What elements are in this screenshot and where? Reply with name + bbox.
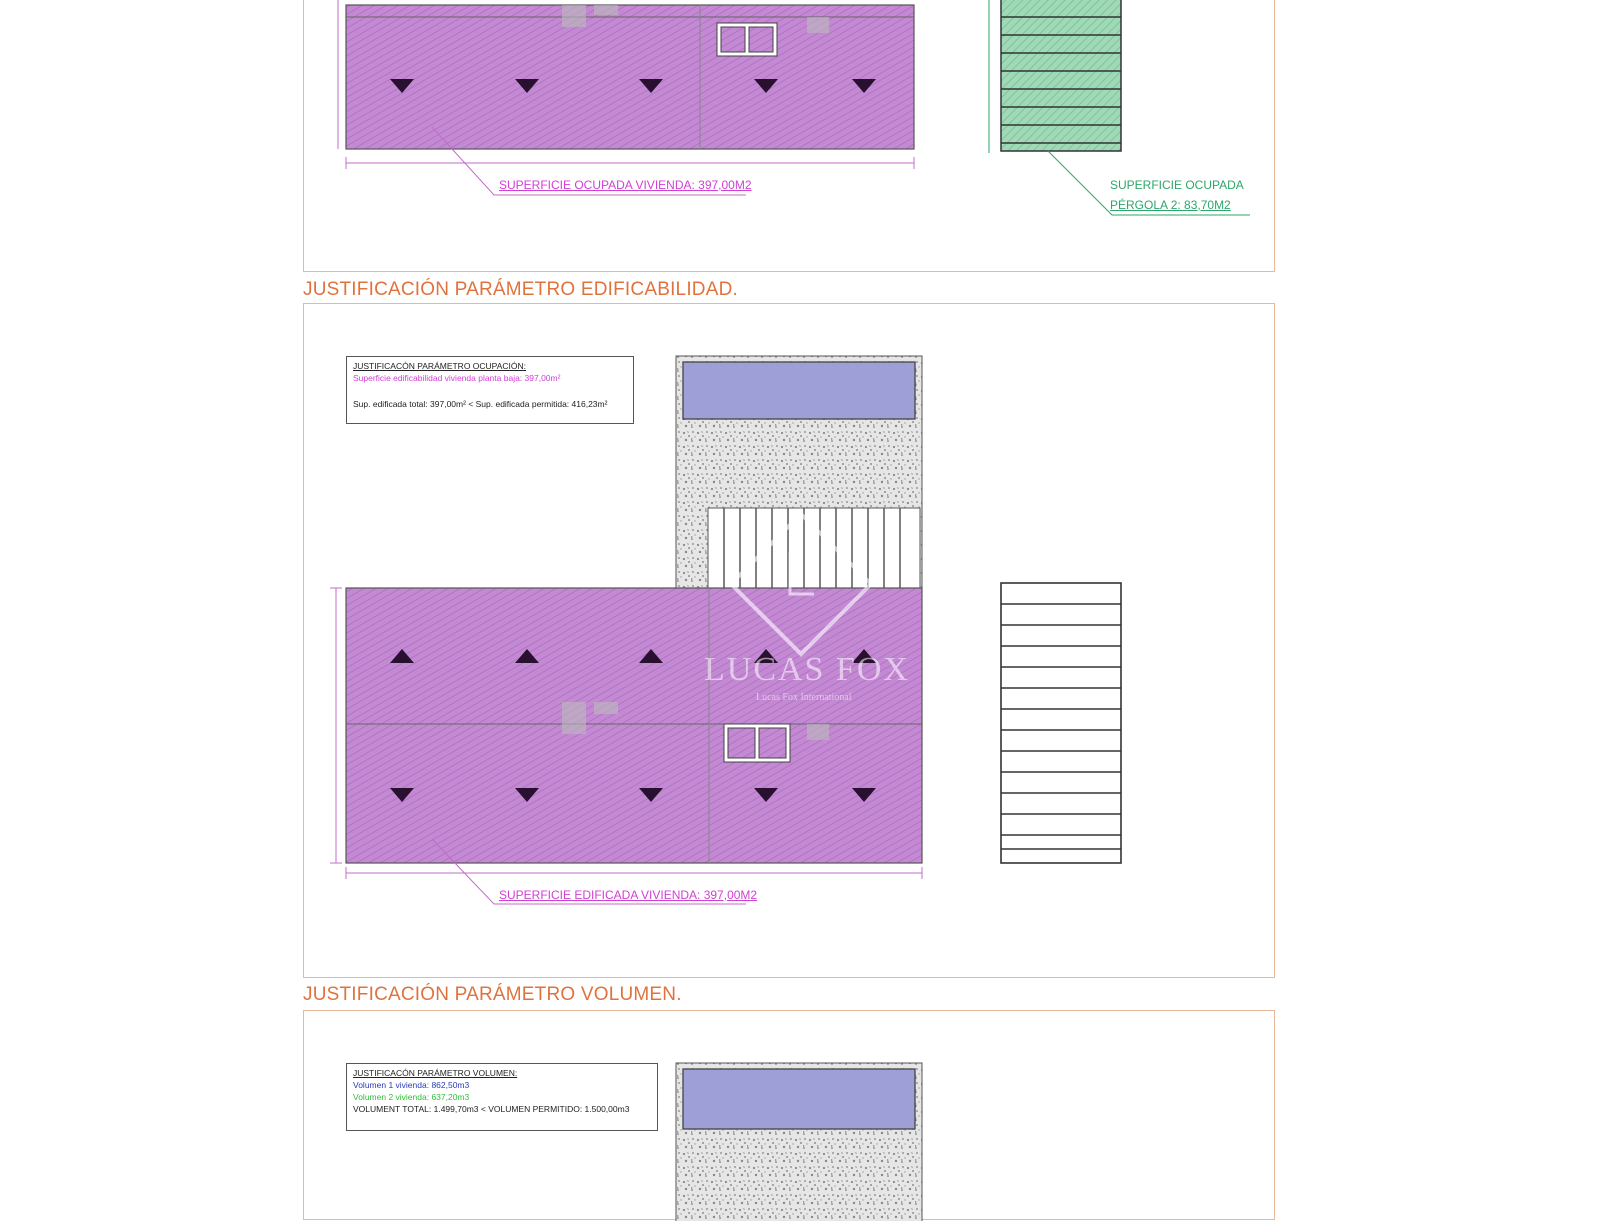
info-box-line3: VOLUMENT TOTAL: 1.499,70m3 < VOLUMEN PERMITIDO: 1.500,00m3 <box>353 1104 630 1114</box>
info-box-line1: Superficie edificabilidad vivienda planta baja: 397,00m² <box>353 373 561 383</box>
watermark-tagline: Lucas Fox International <box>756 692 852 703</box>
info-box-line2: Sup. edificada total: 397,00m² < Sup. edificada permitida: 416,23m² <box>353 399 608 409</box>
pergola-label-line2: PÉRGOLA 2: 83,70M2 <box>1110 198 1231 212</box>
edificabilidad-panel <box>303 303 1275 978</box>
volumen-heading: JUSTIFICACIÓN PARÁMETRO VOLUMEN. <box>303 984 682 1005</box>
pergola-occupied-area <box>1001 0 1121 151</box>
house-occupied-label: SUPERFICIE OCUPADA VIVIENDA: 397,00M2 <box>499 178 752 192</box>
pool-area <box>683 362 915 419</box>
edificabilidad-heading: JUSTIFICACIÓN PARÁMETRO EDIFICABILIDAD. <box>303 279 738 300</box>
pergola-label-line1: SUPERFICIE OCUPADA <box>1110 178 1244 192</box>
info-box-line1: Volumen 1 vivienda: 862,50m3 <box>353 1080 470 1090</box>
pool-area <box>683 1069 915 1129</box>
volumen-panel <box>303 1010 1275 1220</box>
ocupacion-info-box <box>346 356 634 424</box>
occupation-panel <box>303 0 1275 272</box>
house-built-label: SUPERFICIE EDIFICADA VIVIENDA: 397,00M2 <box>499 888 758 902</box>
info-box-line2: Volumen 2 vivienda: 637,20m3 <box>353 1092 470 1102</box>
volumen-info-box <box>346 1063 658 1131</box>
info-box-title: JUSTIFICACÓN PARÁMETRO OCUPACIÓN: <box>353 361 527 371</box>
info-box-title: JUSTIFICACÓN PARÁMETRO VOLUMEN: <box>353 1068 518 1078</box>
house-built-area <box>346 588 922 863</box>
occupation-house-plan <box>304 0 1276 273</box>
watermark-brand: LUCAS FOX <box>704 651 910 688</box>
